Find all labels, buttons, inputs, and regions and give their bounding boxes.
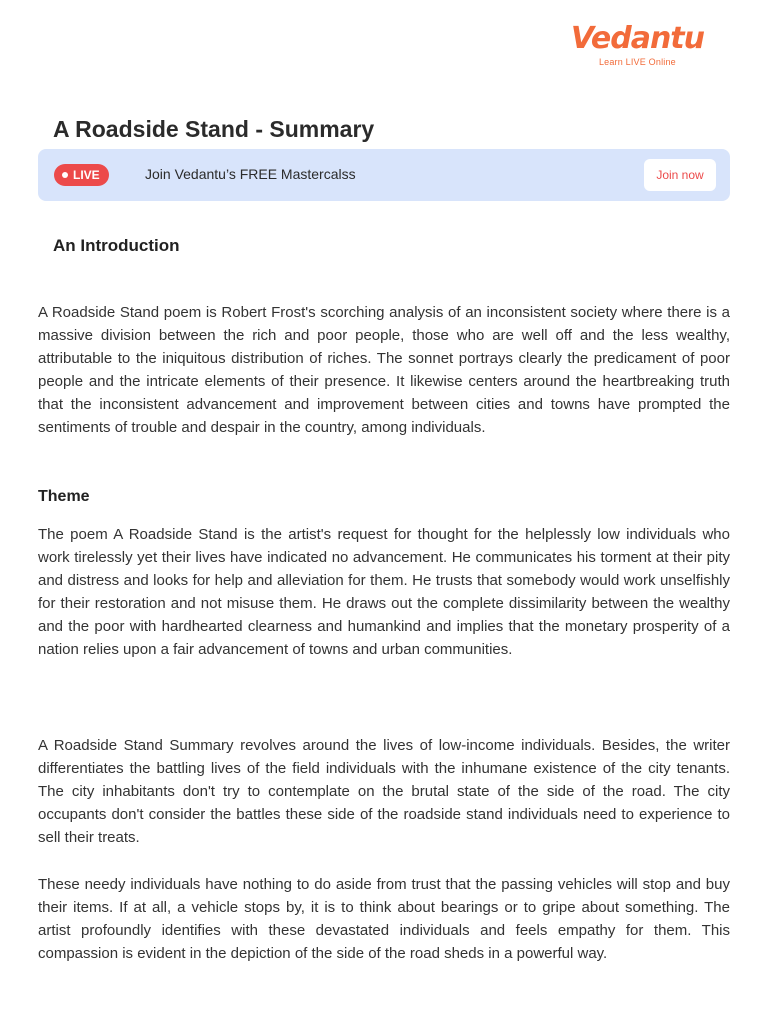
paragraph-theme: The poem A Roadside Stand is the artist's request for thought for the helplessly low individuals who work tirelessly yet their lives have indicated no advancement. He communicates his torment at their pity and distress and looks for help and alleviation for them. He trusts that somebody would work unselfishly for their restoration and not misuse them. He draws out the complete dissimilarity between the wealthy and the poor with hardhearted clearness and humankind and implies that the monetary prosperity of a nation relies upon a fair advancement of towns and urban communities. bbox=[38, 526, 730, 658]
live-label: LIVE bbox=[73, 168, 100, 182]
vedantu-logo[interactable] bbox=[571, 22, 704, 67]
section-heading-theme: Theme bbox=[38, 488, 90, 505]
paragraph-summary-2: These needy individuals have nothing to do aside from trust that the passing vehicles will stop and buy their items. If at all, a vehicle stops by, it is to think about bearings or to gripe about something. The artist profoundly identifies with these devastated individuals and feels empathy for them. This compassion is evident in the depiction of the side of the road sheds in a powerful way. bbox=[38, 876, 730, 962]
section-heading-introduction: An Introduction bbox=[53, 236, 180, 255]
join-now-button[interactable]: Join now bbox=[644, 159, 716, 191]
logo-wordmark: Vedantu bbox=[570, 21, 704, 56]
page-title: A Roadside Stand - Summary bbox=[53, 116, 375, 142]
masterclass-banner bbox=[38, 149, 730, 201]
live-dot-icon bbox=[62, 172, 68, 178]
logo-tagline: Learn LIVE Online bbox=[598, 57, 676, 67]
live-badge bbox=[54, 164, 109, 186]
paragraph-intro: A Roadside Stand poem is Robert Frost's scorching analysis of an inconsistent society where there is a massive division between the rich and poor people, those who are well off and the less wealthy, attributable to the iniquitous distribution of riches. The sonnet portrays clearly the predicament of poor people and the intricate elements of their presence. It likewise centers around the heartbreaking truth that the inconsistent advancement and improvement between cities and towns have prompted the sentiments of trouble and despair in the country, among individuals. bbox=[38, 304, 730, 436]
banner-text: Join Vedantu’s FREE Mastercalss bbox=[145, 166, 356, 182]
paragraph-summary-1: A Roadside Stand Summary revolves around the lives of low-income individuals. Besides, the writer differentiates the battling lives of the field individuals with the inhumane existence of the city tenants. The city inhabitants don't try to contemplate on the brutal state of the side of the road. The city occupants don't consider the battles these side of the roadside stand individuals need to experience to sell their treats. bbox=[38, 737, 730, 846]
